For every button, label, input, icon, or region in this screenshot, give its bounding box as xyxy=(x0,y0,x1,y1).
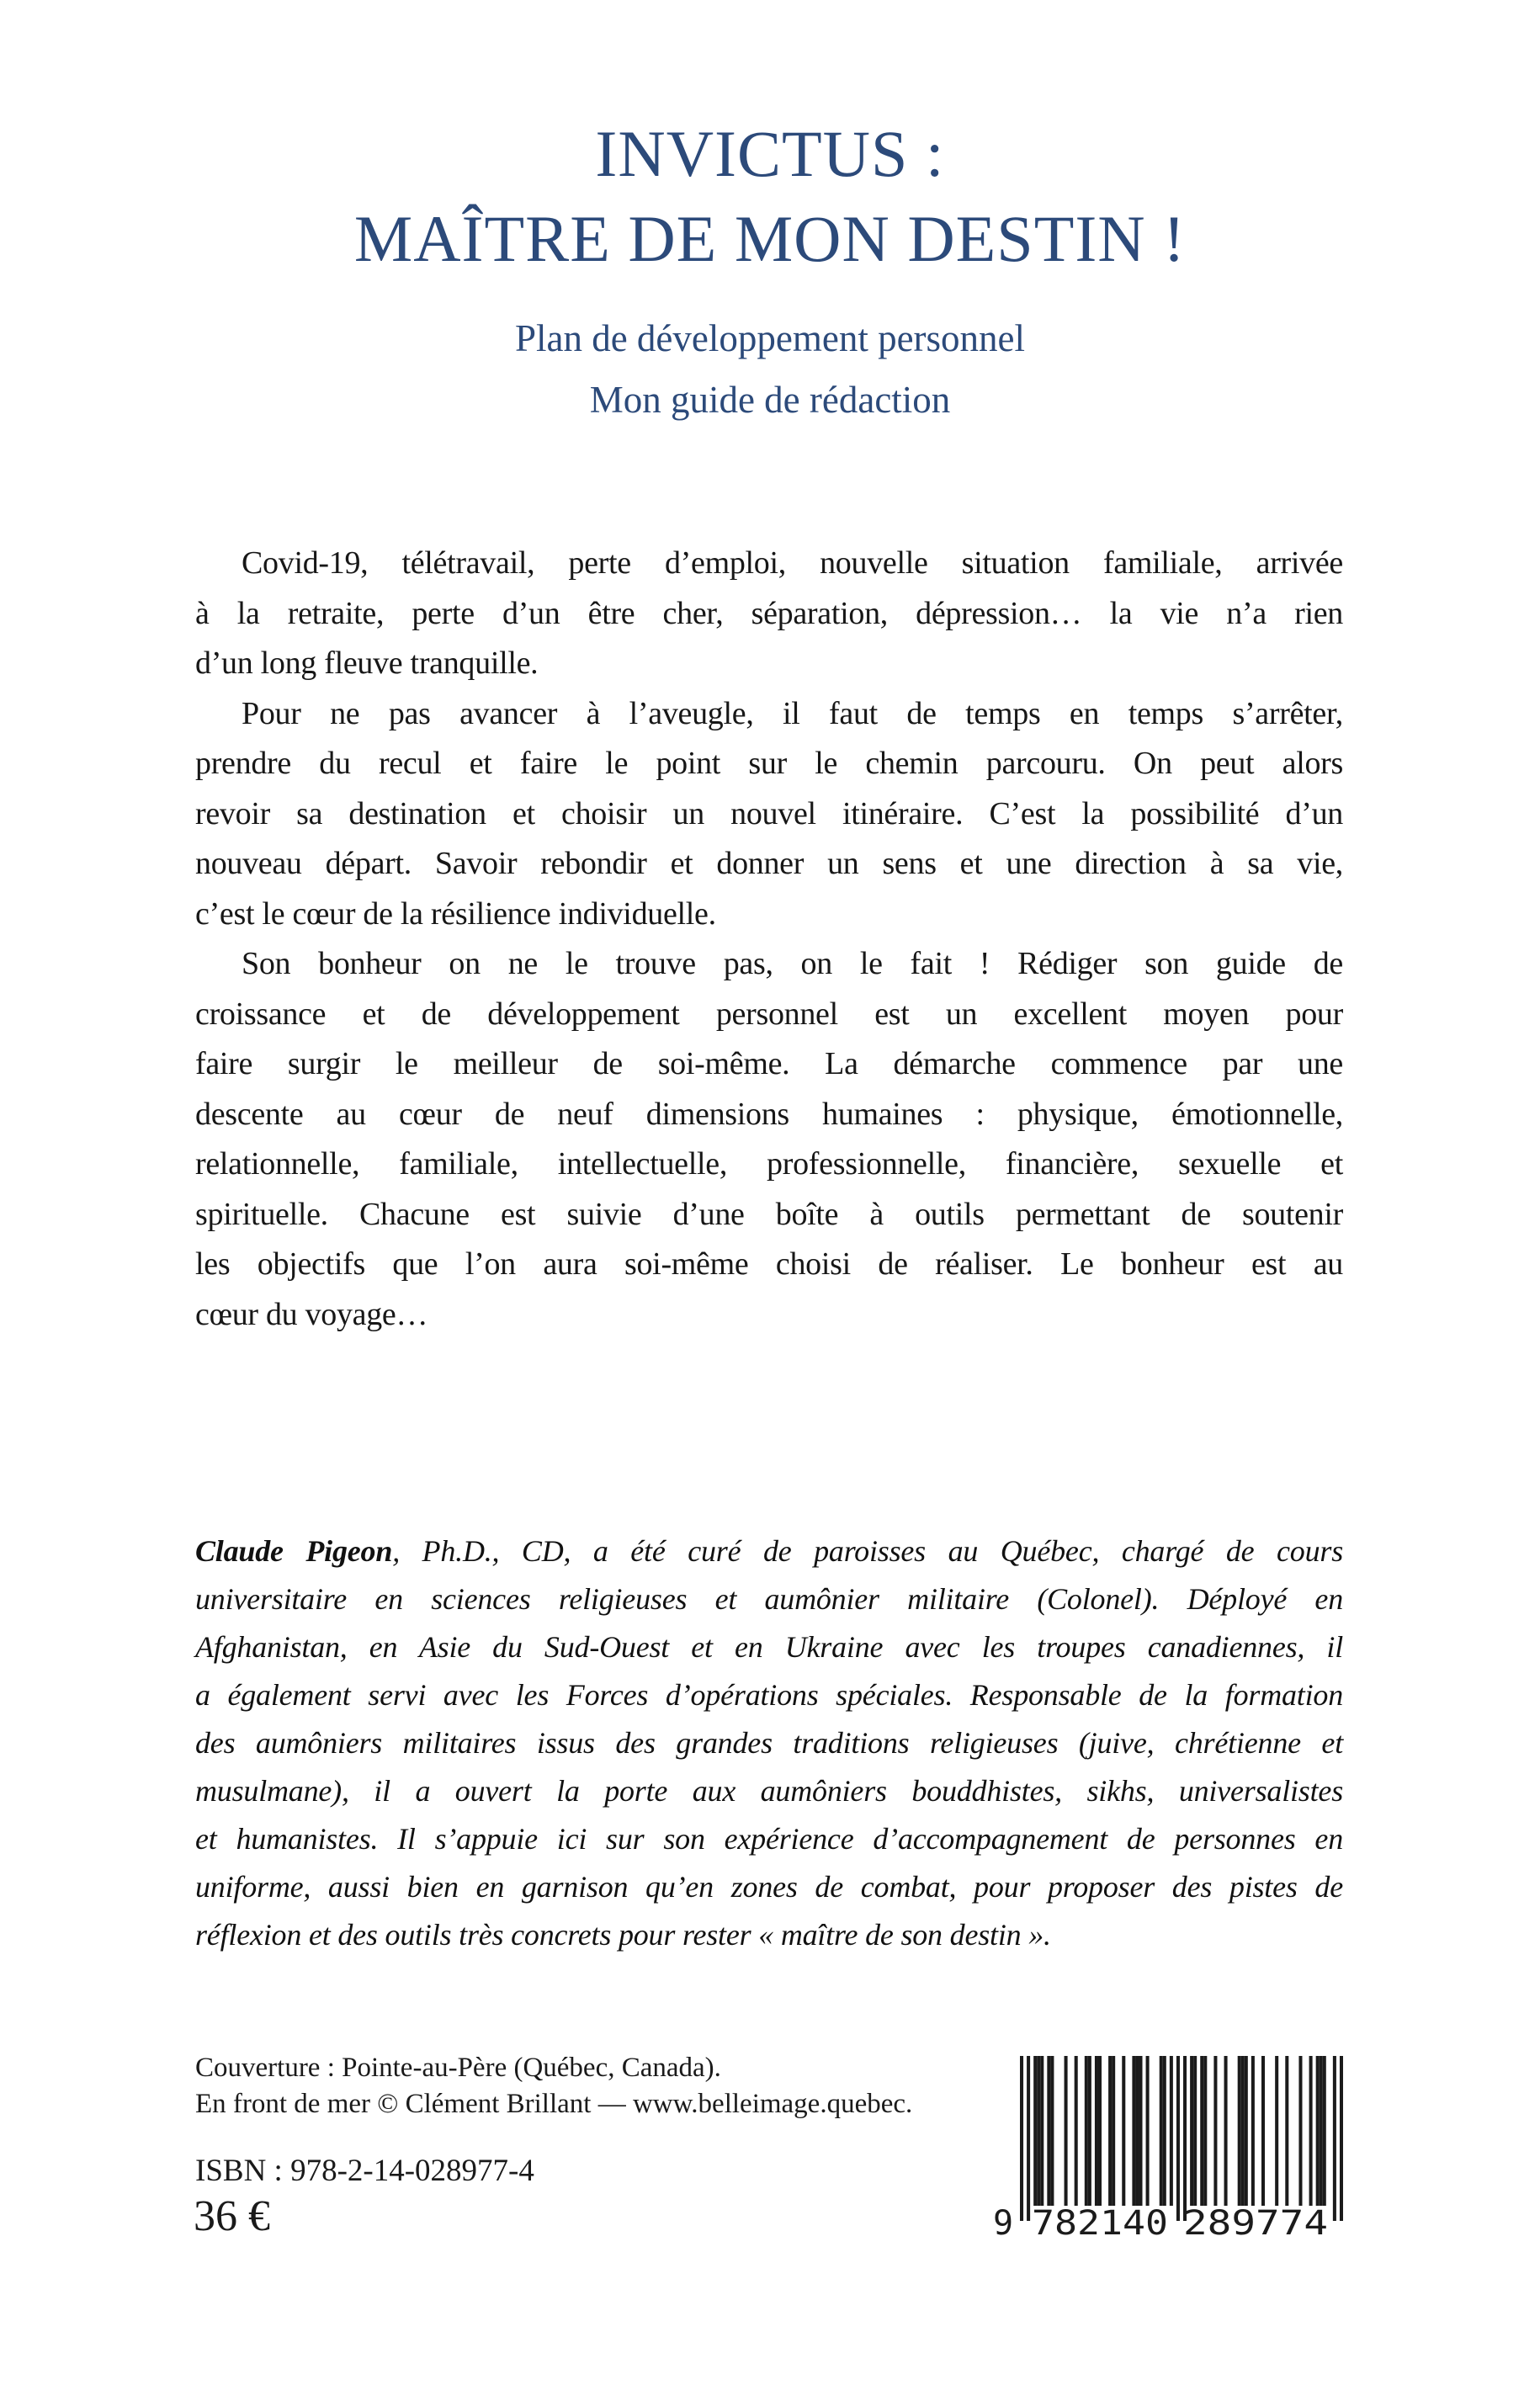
text-line: relationnelle, familiale, intellectuelle, professionnelle, financière, sexuelle et xyxy=(195,1146,1343,1182)
synopsis-paragraph-2 xyxy=(195,689,1343,940)
text-line: Afghanistan, en Asie du Sud-Ouest et en Ukraine avec les troupes canadiennes, il xyxy=(195,1630,1343,1664)
price-text: 36 € xyxy=(194,2192,270,2240)
text-line: à la retraite, perte d’un être cher, séparation, dépression… la vie n’a rien xyxy=(195,595,1343,631)
author-bio xyxy=(195,1527,1343,1959)
text-line: descente au cœur de neuf dimensions humaines : physique, émotionnelle, xyxy=(195,1096,1343,1132)
text-line: uniforme, aussi bien en garnison qu’en zones de combat, pour proposer des pistes de xyxy=(195,1870,1343,1904)
text-line: cœur du voyage… xyxy=(195,1296,428,1332)
author-name: Claude Pigeon xyxy=(195,1534,393,1568)
synopsis xyxy=(195,539,1343,1340)
barcode-digits: 289774 xyxy=(1183,2204,1328,2238)
text-line: revoir sa destination et choisir un nouvel itinéraire. C’est la possibilité d’un xyxy=(195,795,1343,831)
text-line: c’est le cœur de la résilience individuelle. xyxy=(195,895,716,932)
barcode-digits: 782140 xyxy=(1032,2204,1168,2238)
text-line: Son bonheur on ne le trouve pas, on le fait ! Rédiger son guide de xyxy=(242,946,1343,981)
text-line: prendre du recul et faire le point sur le chemin parcouru. On peut alors xyxy=(195,746,1343,781)
barcode-digits: 9 xyxy=(993,2204,1014,2238)
text-line: musulmane), il a ouvert la porte aux aumôniers bouddhistes, sikhs, universalistes xyxy=(195,1774,1343,1808)
book-subtitle-line-1: Plan de développement personnel xyxy=(514,317,1026,359)
cover-credit-line-1: Couverture : Pointe-au-Père (Québec, Canada). xyxy=(195,2053,721,2083)
synopsis-paragraph-3 xyxy=(195,939,1343,1340)
text-line: Pour ne pas avancer à l’aveugle, il faut de temps en temps s’arrêter, xyxy=(242,695,1343,731)
book-title-line-2: MAÎTRE DE MON DESTIN ! xyxy=(353,202,1187,275)
text-line: et humanistes. Il s’appuie ici sur son expérience d’accompagnement de personnes en xyxy=(195,1822,1343,1856)
cover-credits xyxy=(195,2050,912,2122)
book-subtitle-line-2: Mon guide de rédaction xyxy=(589,379,951,421)
barcode-bars xyxy=(1020,2056,1343,2221)
isbn-text: ISBN : 978-2-14-028977-4 xyxy=(195,2154,534,2188)
text-line: universitaire en sciences religieuses et aumônier militaire (Colonel). Déployé en xyxy=(195,1582,1343,1616)
text-line: faire surgir le meilleur de soi-même. La démarche commence par une xyxy=(195,1046,1343,1081)
text-line: nouveau départ. Savoir rebondir et donner un sens et une direction à sa vie, xyxy=(195,846,1343,881)
text-line: d’un long fleuve tranquille. xyxy=(195,645,539,681)
cover-credit-line-2: En front de mer © Clément Brillant — www.belleimage.quebec. xyxy=(195,2089,913,2119)
text-line: a également servi avec les Forces d’opérations spéciales. Responsable de la formation xyxy=(195,1678,1343,1712)
text-line: réflexion et des outils très concrets pour rester « maître de son destin ». xyxy=(195,1918,1051,1952)
text-line: les objectifs que l’on aura soi-même choisi de réaliser. Le bonheur est au xyxy=(195,1246,1343,1282)
text-line: Claude Pigeon, Ph.D., CD, a été curé de paroisses au Québec, chargé de cours xyxy=(195,1534,1344,1568)
book-title-line-1: INVICTUS : xyxy=(595,117,945,190)
text-line: des aumôniers militaires issus des grandes traditions religieuses (juive, chrétienne et xyxy=(195,1726,1343,1760)
text-line: croissance et de développement personnel est un excellent moyen pour xyxy=(195,996,1343,1032)
barcode xyxy=(993,2056,1343,2238)
synopsis-paragraph-1 xyxy=(195,539,1343,689)
text-line: spirituelle. Chacune est suivie d’une boîte à outils permettant de soutenir xyxy=(195,1196,1343,1232)
text-line: Covid-19, télétravail, perte d’emploi, nouvelle situation familiale, arrivée xyxy=(242,545,1343,581)
